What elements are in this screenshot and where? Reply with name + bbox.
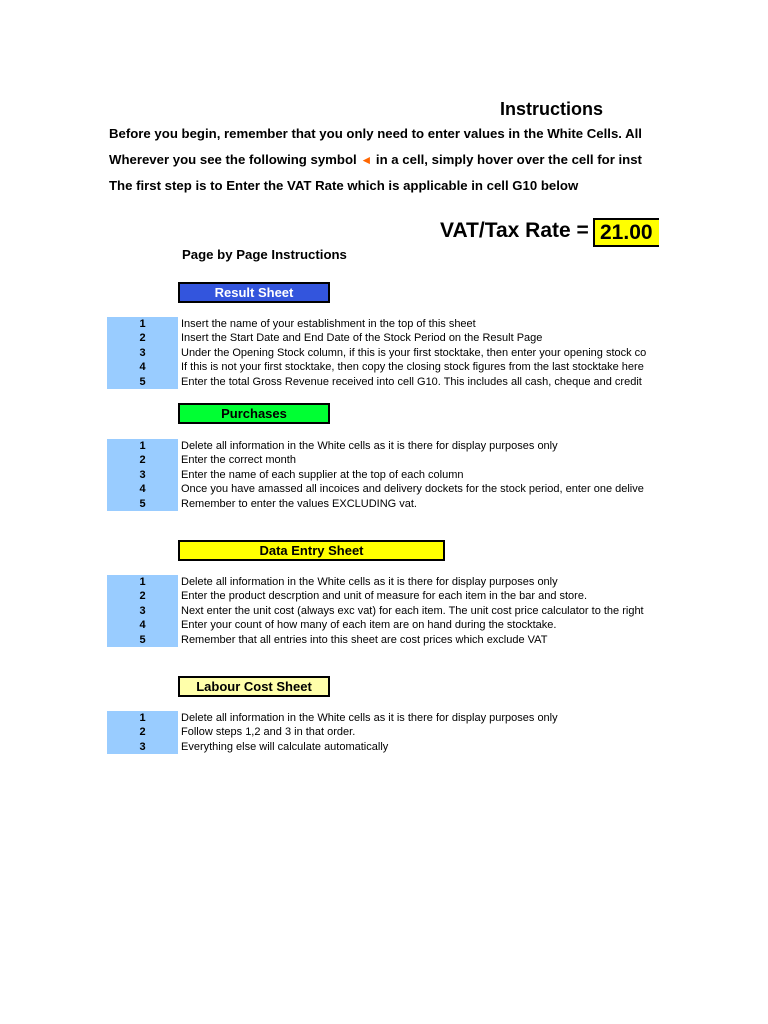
step-number: 3 (107, 740, 178, 754)
data-entry-step-row (107, 618, 660, 632)
vat-rate-input-cell[interactable]: 21.00 (593, 218, 659, 247)
purchases-steps (107, 439, 660, 511)
step-text: Enter the product descrption and unit of measure for each item in the bar and store. (181, 590, 588, 603)
step-text: Next enter the unit cost (always exc vat) for each item. The unit cost price calculator to the right (181, 604, 644, 617)
step-text: Remember that all entries into this sheet are cost prices which exclude VAT (181, 633, 548, 646)
page-by-page-heading: Page by Page Instructions (182, 247, 347, 262)
step-text: Enter your count of how many of each item are on hand during the stocktake. (181, 619, 557, 632)
data-entry-step-row (107, 589, 660, 603)
purchases-step-row (107, 468, 660, 482)
intro-line-hover-symbol (109, 152, 642, 167)
step-number: 1 (107, 711, 178, 725)
result-step-row (107, 331, 660, 345)
data-entry-step-row (107, 633, 660, 647)
data-entry-sheet-header: Data Entry Sheet (178, 540, 445, 561)
step-number: 3 (107, 604, 178, 618)
intro-line-hover-before: Wherever you see the following symbol (109, 152, 361, 167)
step-number: 5 (107, 375, 178, 389)
result-step-row (107, 346, 660, 360)
step-number: 4 (107, 618, 178, 632)
labour-cost-sheet-header: Labour Cost Sheet (178, 676, 330, 697)
purchases-step-row (107, 453, 660, 467)
result-sheet-header: Result Sheet (178, 282, 330, 303)
purchases-step-row (107, 439, 660, 453)
result-step-row (107, 317, 660, 331)
intro-line-hover-after: in a cell, simply hover over the cell for inst (372, 152, 642, 167)
data-entry-step-row (107, 604, 660, 618)
step-text: Under the Opening Stock column, if this is your first stocktake, then enter your opening stock co (181, 346, 647, 359)
data-entry-step-row (107, 575, 660, 589)
purchases-step-row (107, 497, 660, 511)
step-number: 2 (107, 453, 178, 467)
step-text: Delete all information in the White cells as it is there for display purposes only (181, 576, 558, 588)
step-text: If this is not your first stocktake, then copy the closing stock figures from the last stocktake here (181, 361, 644, 374)
purchases-header: Purchases (178, 403, 330, 424)
result-step-row (107, 360, 660, 374)
labour-step-row (107, 725, 660, 739)
result-step-row (107, 375, 660, 389)
left-pointer-icon: ◄ (360, 153, 373, 167)
page-title: Instructions (500, 99, 604, 119)
step-text: Enter the total Gross Revenue received into cell G10. This includes all cash, cheque and credit (181, 375, 642, 388)
step-text: Once you have amassed all incoices and delivery dockets for the stock period, enter one delive (181, 483, 644, 496)
data-entry-steps (107, 575, 660, 647)
step-number: 1 (107, 439, 178, 453)
step-text: Remember to enter the values EXCLUDING vat. (181, 497, 417, 510)
step-number: 1 (107, 575, 178, 589)
step-text: Insert the name of your establishment in the top of this sheet (181, 318, 476, 330)
intro-line-white-cells: Before you begin, remember that you only need to enter values in the White Cells. All (109, 126, 642, 141)
intro-line-vat-step: The first step is to Enter the VAT Rate which is applicable in cell G10 below (109, 178, 579, 193)
step-number: 3 (107, 346, 178, 360)
step-text: Delete all information in the White cells as it is there for display purposes only (181, 440, 558, 452)
vat-rate-label: VAT/Tax Rate = (440, 219, 589, 242)
labour-step-row (107, 711, 660, 725)
step-number: 5 (107, 633, 178, 647)
step-text: Follow steps 1,2 and 3 in that order. (181, 726, 356, 739)
purchases-step-row (107, 482, 660, 496)
labour-cost-steps (107, 711, 660, 754)
labour-step-row (107, 740, 660, 754)
step-text: Enter the name of each supplier at the top of each column (181, 468, 464, 481)
step-number: 2 (107, 331, 178, 345)
step-number: 3 (107, 468, 178, 482)
step-text: Delete all information in the White cells as it is there for display purposes only (181, 712, 558, 724)
result-sheet-steps (107, 317, 660, 389)
step-number: 4 (107, 360, 178, 374)
step-number: 2 (107, 725, 178, 739)
step-number: 4 (107, 482, 178, 496)
step-number: 5 (107, 497, 178, 511)
step-number: 2 (107, 589, 178, 603)
step-text: Everything else will calculate automatically (181, 740, 389, 753)
step-text: Enter the correct month (181, 454, 296, 467)
step-text: Insert the Start Date and End Date of the Stock Period on the Result Page (181, 332, 543, 345)
step-number: 1 (107, 317, 178, 331)
